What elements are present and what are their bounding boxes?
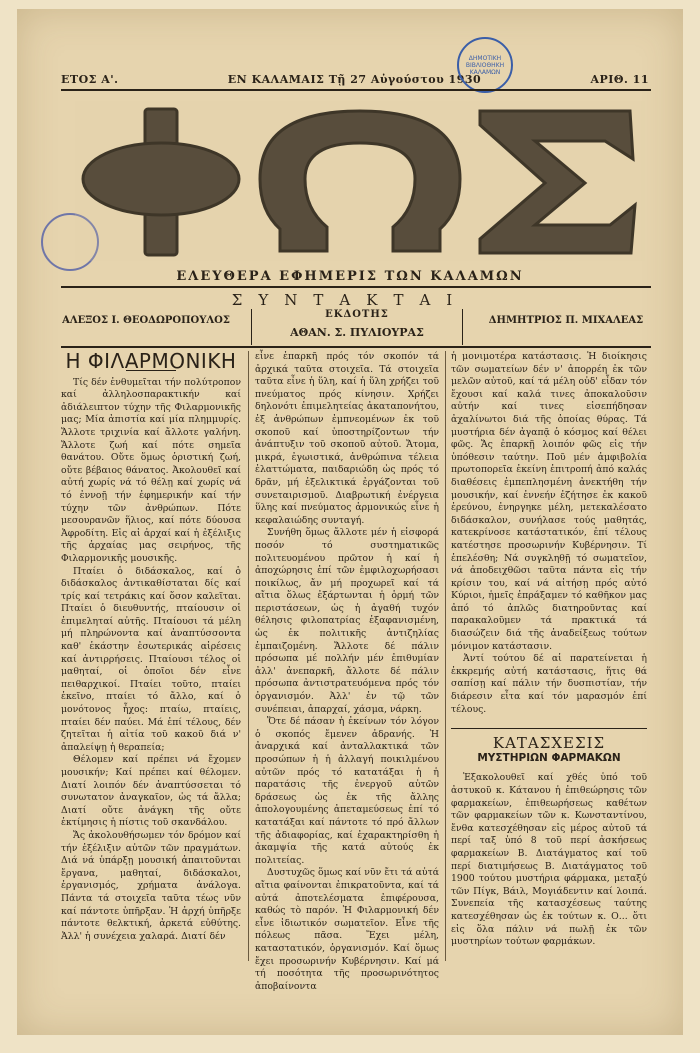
- paragraph: Τίς δέν ἐνθυμεῖται τήν πολύτροπον καί ἀλληλοσπαρακτικήν καί ἀδιάλειπτον τύχην τῆς Φιλαρμονικῆς μας; Μία ἀπιστία καί μία πλημμυρίς. Ἄλλοτε τριχινία καί ἄλλοτε γαλήνη. Ἄλλοτε ζωή καί πότε σημεῖα θανάτου. Οὔτε ὅμως ὁριστική ζωή, οὔτε βέβαιος θάνατος. Ἀκολουθεῖ καί αὐτή χωρίς νά τό θέλῃ καί χωρίς νά τό ἐννοῇ τήν ἐφημερικήν καί τήν τύχην τῶν ἀνθρώπων. Πότε μεσουρανῶν ἥλιος, καί πότε δύουσα Ἀφροδίτη. Εἰς αἱ ἀρχαί καί ἡ ἐξέλιξις τῆς ἀρχαίας μας σειρήνος, τῆς Φιλαρμονικῆς μουσικῆς.: [61, 376, 241, 564]
- masthead-subtitle: ΕΛΕΥΘΕΡΑ ΕΦΗΜΕΡΙΣ ΤΩΝ ΚΑΛΑΜΩΝ: [176, 269, 524, 284]
- masthead-logo: [75, 101, 645, 261]
- paragraph: Συνήθη ὅμως ἄλλοτε μέν ἡ εἰσφορά ποσόν τό συστηματικῶς πολιτευομένου πρῶτον ἡ καί ἡ ἀποχώρησις ἐπί τῶν ἐμφιλοχωρήσασι ποικίλως, ἄν μή προχωρεῖ καί τά αἴτια ὅλως ἐξάρτωνται ἡ ὁρμή τῶν περιστάσεων, ὡς ἡ ἀγαθή τυχόν θέλησις φιλοπατρίας ἐξαφανισμένη, ὡς ἐκ πολιτικῆς ἀντιζηλίας ἐμπαιζομένη. Ἄλλοτε δέ πάλιν πρόσωπα μέ πολλήν μέν ἐπιθυμίαν ἀλλ' ἀνεπαρκῆ, ἄλλοτε δέ πάλιν πρόσωπα ἀντιστρατευόμενα πρός τόν ὀργανισμόν. Ἀλλ' ἐν τῷ τῶν συνέπειαι, ἀπαρχαί, χάσμα, νάρκη.: [255, 527, 439, 715]
- year-label: ΕΤΟΣ Α'.: [61, 73, 119, 86]
- publisher-name: ΑΘΑΝ. Σ. ΠΥΛΙΟΥΡΑΣ: [290, 326, 424, 339]
- staff-heading: ΣΥΝΤΑΚΤΑΙ: [231, 291, 469, 309]
- place-date: ΕΝ ΚΑΛΑΜΑΙΣ Τῇ 27 Αὐγούστου 1930: [227, 73, 482, 86]
- subtitle-rule: [61, 286, 651, 288]
- newspaper-page: [17, 9, 683, 1035]
- paragraph: Πταίει ὁ διδάσκαλος, καί ὁ διδάσκαλος ἀντικαθίσταται δίς καί τρίς καί τετράκις καί ὅσον καλεῖται. Πταίει ὁ διευθυντής, πταίουσιν οἱ ἐπιμεληταί αὐτῆς. Πταίουσι τά μέλη μή πληρώνοντα καί ἀναπτύσσοντα καθ' ἑκάστην ἐσωτερικάς αἱρέσεις καί ἀντιρρήσεις. Πταίουσι τέλος οἱ μαθηταί, οἱ ὁποῖοι δέν εἶνε πειθαρχικοί. Πταίει τοῦτο, πταίει ἐκεῖνο, πταίει τό ἄλλο, καί ὁ μονότονος ἦχος: πταίω, πταίεις, πταίει δέν παύει. Μά ἐπί τέλους, δέν ζητεῖται ἡ αἰτία τοῦ κακοῦ διά ν' ἀπαλείψῃ ἡ θεραπεία;: [61, 565, 241, 753]
- paragraph: ἡ μονιμοτέρα κατάστασις. Ἡ διοίκησις τῶν σωματείων δέν ν' ἀπορρέη ἐκ τῶν μελῶν αὐτοῦ, καί τά μέλη οὐδ' εἶδαν τόν ἔχουσι καί καλά τινες ἀποκαλοῦσιν αὐτήν καί τινες εἰσεπήδησαν ἀχαλίνωτοι διά τῆς ὁποίας θύρας. Τά μυστήρια δέν ἀγαπᾷ ὁ κόσμος καί θέλει φῶς. Ἄς ἐπαρκῇ λοιπόν φῶς εἰς τήν ὑπόθεσιν ταύτην. Ποῦ μέν ἀμφιβολία πρωτοπορεῖα ἐκείνη ἐπιτροπή ἀπό καλάς διαθέσεις ἐμπεπλησμένη ἀνεκτήθη τήν μουσικήν, καί ἐννεήν ἐζήτησε ἐκ κακοῦ ἐρεύνου, ἐνηργηκε μέλη, μετεκαλέσατο διδάσκαλον, συνήλασε τούς μαθητάς, κατεκρίνοσε κατάστατικόν, ἐπί τέλους κατέστησε προσωρινήν Κυβέρνησιν. Τί ἐπελέσθη; Νά συγκληθῇ τό σωματεῖον, νά ἀποδειχθῶσι ταῦτα πάντα εἰς τήν κρίσιν του, καί νά αἰτήσῃ πρός αὐτό Κύριοι, ἡμεῖς ἐπράξαμεν τό καθῆκον μας ἀπό τό ἀπλῶς διατηροῦντας καί παρακαλοῦμεν τά πρακτικά τά διασώζειν διά τῆς ἀναδείξεως τούτων μόνιμον κατάστασιν.: [451, 351, 647, 652]
- paragraph: Θέλομεν καί πρέπει νά ἔχομεν μουσικήν; Καί πρέπει καί θέλομεν. Διατί λοιπόν δέν ἀναπτύσσεται τό συνωτατον ἀναγκαῖον, ὡς τά ἄλλα; Διατί οὔτε ἀνάγκη τῆς οὔτε ἐκτίμησις ἡ πίστις τοῦ σκανδάλου.: [61, 754, 241, 829]
- publisher-box: [251, 309, 463, 345]
- staff-rule: [61, 346, 651, 348]
- header-rule: [61, 89, 651, 91]
- dateline: [61, 73, 649, 86]
- staff-box: [61, 309, 651, 345]
- paragraph: Δυστυχῶς ὅμως καί νῦν ἔτι τά αὐτά αἴτια φαίνονται ἐπικρατοῦντα, καί τά αὐτά ἀποτελέσματα ἐπιφέρουσα, καθώς τὸ παρόν. Ἡ Φιλαρμονική δέν εἶνε ἰδιωτικόν σωματεῖον. Εἶνε τῆς πόλεως πᾶσα. Ἔχει μέλη, καταστατικόν, ὀργανισμόν. Καί ὅμως ἔχει προσωρινήν Κυβέρνησιν. Καί μά τή ποσότητα τῆς προσωρινότητος ἀποβαίνοντα: [255, 867, 439, 992]
- paragraph: εἶνε ἐπαρκῆ πρός τόν σκοπόν τά ἀρχικά ταῦτα στοιχεῖα. Τά στοιχεῖα ταῦτα εἶνε ἡ ὕλη, καί ἡ ὕλη χρήζει τοῦ πνεύματος πρός κίνησιν. Χρήζει δηλονότι ἐπιμελητείας ἀκαταπονήτου, ἐξ ἀνθρώπων ἐμπνεομένων ἐκ τοῦ σκοποῦ καί ὑποστηρίζοντων τήν ἀνάπτυξιν τοῦ σκοποῦ αὐτοῦ. Ἄτομα, μικρά, ἐγωιστικά, ἀνθρώπινα τέλεια ἐλαττώματα, παιδαριώδη ὡς πρός τό δρᾶν, μή ἐξελικτικά ἐργάζονται τοῦ συνεταιρισμοῦ. Διαβρωτική ἐνέργεια ὕλης καί πνεύματος ἁρμονικώς εἶνε ἡ κεφαλαιώδης συνταγή.: [255, 351, 439, 526]
- publisher-label: ΕΚΔΟΤΗΣ: [325, 309, 389, 320]
- column-divider: [445, 351, 446, 961]
- article-column-1: [61, 351, 241, 943]
- left-editor: ΑΛΕΞΟΣ Ι. ΘΕΟΔΩΡΟΠΟΥΛΟΣ: [62, 315, 230, 326]
- right-editor: ΔΗΜΗΤΡΙΟΣ Π. ΜΙΧΑΛΕΑΣ: [488, 315, 644, 326]
- article-title: Η ΦΙΛΑΡΜΟΝΙΚΗ: [65, 349, 237, 373]
- ad-heading: ΚΑΤΑΣΧΕΣΙΣ: [492, 734, 606, 753]
- issue-number: ΑΡΙΘ. 11: [590, 73, 649, 86]
- paragraph: Ἄς ἀκολουθήσωμεν τόν δρόμον καί τήν ἐξέλιξιν αὐτῶν τῶν πραγμάτων. Διά νά ὑπάρξῃ μουσική ἀπαιτοῦνται ἔργανα, μαθηταί, διδάσκαλοι, ἐργανισμός, χρήματα ἀνάλογα. Πάντα τά στοιχεῖα ταῦτα τέως νῦν καί πάντοτε ὑπῆρξαν. Ἡ ἀρχή ὑπῆρξε πάντοτε θελκτική, ἀρκετά εὐθύτης. Ἀλλ' ἡ συνέχεια χαλαρά. Διατί δέν: [61, 829, 241, 942]
- paragraph: Ὅτε δέ πάσαν ἡ ἐκείνων τόν λόγον ὁ σκοπός ἔμενεν ἀδρανής. Ἡ ἀναρχικά καί ἀνταλλακτικά τῶν προσώπων ἡ ἡ ἀλλαγή ποικιλμένου αὐτῶν πρός τό κατατάξαι ἡ ἡ παρατάσις τῆς ἐνεργοῦ αὐτῶν δράσεως ὡς ἐκ τῆς ἄλλης ἀπολογουμένης ἀπεταμεύσεως ἐπί τό κατατάξαι καί πάντοτε τό πρό ἄλλων τῆς ἀδιαφορίας, καί ἐχαρακτηρίσθη ἡ ἀκαμψία τῆς κατά αὐτούς ἐκ πολιτείας.: [255, 716, 439, 866]
- library-stamp-top: ΔΗΜΟΤΙΚΗ ΒΙΒΛΙΟΘΗΚΗ ΚΑΛΑΜΩΝ: [457, 37, 513, 93]
- advertisement-box: [451, 728, 647, 949]
- masthead-title: [75, 101, 645, 261]
- article-column-3: [451, 351, 647, 949]
- paragraph: Ἀντί τούτου δέ αἱ παρατείνεται ἡ ἐκκρεμής αὐτή κατάστασις, ἥτις θά σαπίσῃ καί πάλιν τήν δυσπιστίαν, τήν διάρεσιν εἶτα καί τόν μαρασμόν ἐπί τέλους.: [451, 653, 647, 715]
- column-divider: [248, 351, 249, 961]
- ad-subheading: ΜΥΣΤΗΡΙΩΝ ΦΑΡΜΑΚΩΝ: [477, 751, 621, 764]
- ad-body: Ἐξακολουθεῖ καί χθές ὑπό τοῦ ἀστυκοῦ κ. Κάτανου ἡ ἐπιθεώρησις τῶν φαρμακείων, ἐπιθεωρήσεως καθέτων τῶν φαρμακείων τῶν κ. Κωνσταντίνου, ἔνθα κατεσχέθησαν εἰς μέρος αὐτοῦ τά περί ταξ ὑπό 8 τοῦ περί ἀσκήσεως φαρμακείων Β. Διατάγματος καί τοῦ περί διατιμήσεως Β. Διατάγματος τοῦ 1900 τούτου μυστήρια φάρμακα, μεταξύ τῶν Πίγκ, Βάιλ, Μογιάδεντιν καί λοιπά. Συνεπεία τῆς κατασχέσεως ταύτης κατεσχέθησαν ὡς ἐκ τούτων κ. Ο... ὅτι εἰς ὅλα πάλιν νά πωλῇ ἐκ τῶν μυστηρίων τούτων φαρμάκων.: [451, 772, 647, 948]
- article-column-2: [255, 351, 439, 993]
